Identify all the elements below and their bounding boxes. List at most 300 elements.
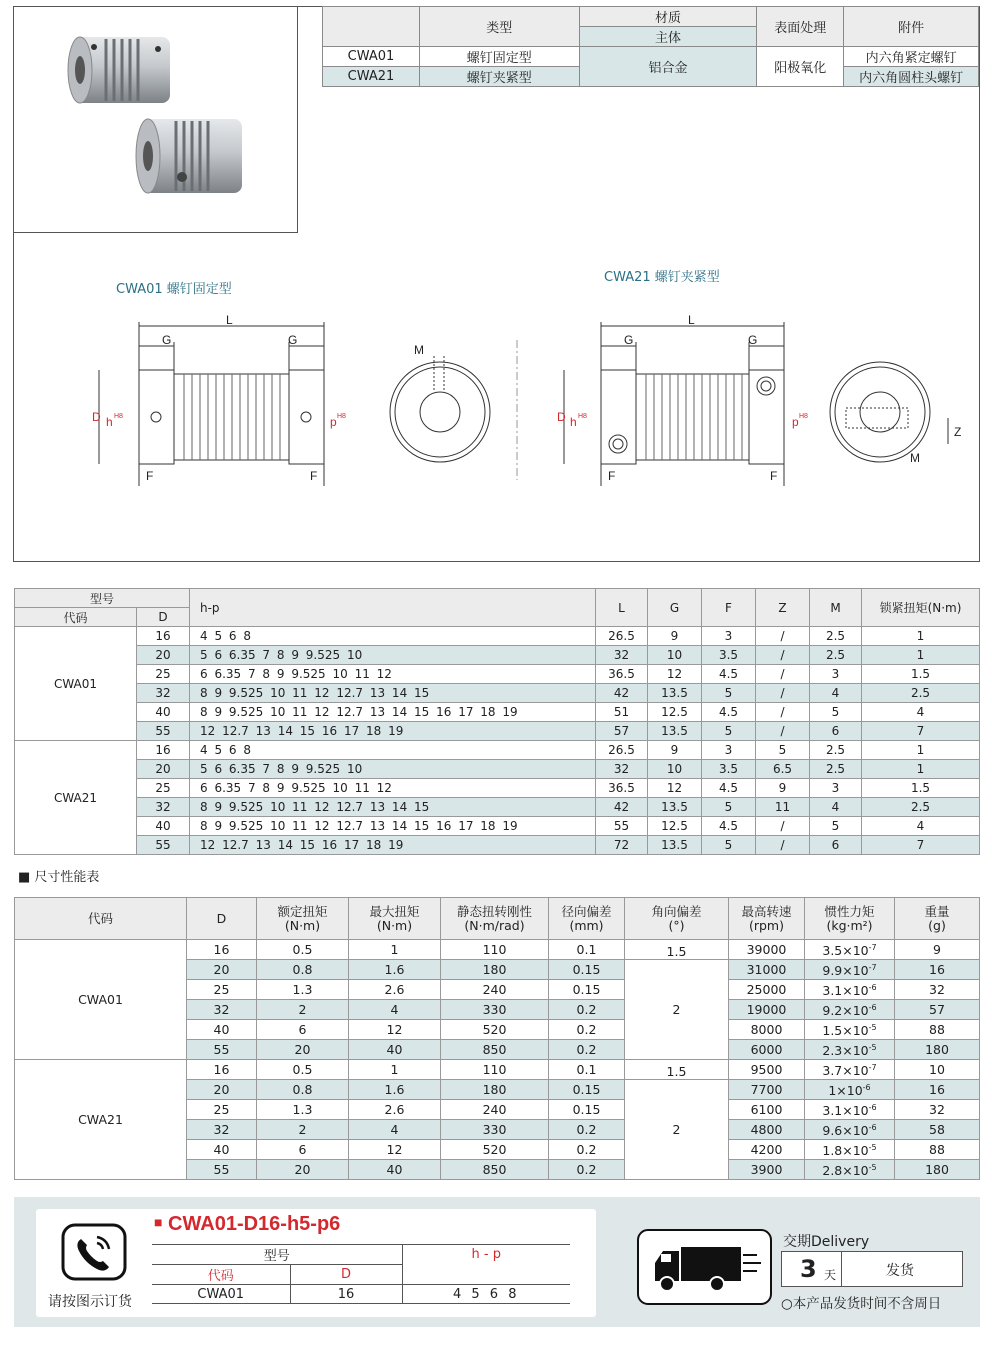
inertia-mantissa: 2.3×10 [822, 1043, 869, 1059]
dim-cell-d: 25 [137, 665, 190, 684]
perf-cell-inertia [805, 1040, 895, 1060]
dim-cell-d: 40 [137, 703, 190, 722]
table-row [15, 703, 980, 722]
spec-accessory: 内六角圆柱头螺钉 [844, 67, 979, 87]
dim-cell-d: 40 [137, 817, 190, 836]
perf-cell-inertia [805, 1120, 895, 1140]
dim-cell-t: 1.5 [862, 779, 980, 798]
dim-cell-L: 42 [596, 798, 648, 817]
inertia-exponent: -6 [862, 1082, 871, 1092]
perf-cell-radial: 0.15 [549, 1100, 625, 1120]
delivery-ship: 发货 [886, 1263, 914, 1279]
perf-cell-stiff: 850 [441, 1040, 549, 1060]
delivery-note: ○本产品发货时间不含周日 [781, 1296, 942, 1312]
dim-cell-G: 13.5 [648, 684, 702, 703]
dim-cell-d: 16 [137, 627, 190, 646]
dim-cell-F: 5 [702, 798, 756, 817]
table-row [15, 1060, 980, 1080]
perf-cell-weight: 57 [895, 1000, 980, 1020]
perf-cell-speed: 7700 [729, 1080, 805, 1100]
perf-cell-inertia [805, 1140, 895, 1160]
dim-cell-L: 72 [596, 836, 648, 855]
dim-cell-G: 13.5 [648, 722, 702, 741]
perf-cell-rated: 0.5 [257, 1060, 349, 1080]
spec-header-accessory: 附件 [844, 7, 979, 47]
dim-cell-M: 2.5 [810, 741, 862, 760]
dim-cell-F: 3 [702, 741, 756, 760]
perf-cell-radial: 0.15 [549, 960, 625, 980]
perf-cell-weight: 16 [895, 1080, 980, 1100]
perf-cell-rated: 6 [257, 1140, 349, 1160]
cwa01-end-view [390, 356, 490, 462]
dim-cell-F: 5 [702, 684, 756, 703]
perf-cell-max: 1 [349, 1060, 441, 1080]
order-card [36, 1209, 596, 1317]
perf-cell-max: 4 [349, 1000, 441, 1020]
dim-label-p: p [330, 415, 337, 429]
perf-angular: 1.5 [625, 940, 729, 960]
dim-cell-G: 12.5 [648, 703, 702, 722]
perf-cell-stiff: 240 [441, 1100, 549, 1120]
perf-cell-radial: 0.2 [549, 1160, 625, 1180]
perf-header-weight: 重量 (g) [895, 898, 980, 940]
dim-label-p-sub: H8 [799, 413, 808, 420]
perf-cell-rated: 6 [257, 1020, 349, 1040]
dim-label-D: D [557, 410, 566, 424]
dim-cell-Z: / [756, 836, 810, 855]
dim-group-code: CWA21 [15, 741, 137, 855]
table-row [15, 627, 980, 646]
dim-cell-F: 5 [702, 836, 756, 855]
spec-accessory: 内六角紧定螺钉 [844, 47, 979, 67]
delivery-days: 3 [800, 1255, 817, 1283]
perf-cell-radial: 0.2 [549, 1040, 625, 1060]
dim-cell-M: 6 [810, 836, 862, 855]
perf-cell-max: 40 [349, 1160, 441, 1180]
perf-cell-max: 1.6 [349, 1080, 441, 1100]
dim-label-G: G [624, 333, 634, 347]
dim-label-G: G [748, 333, 758, 347]
perf-cell-d: 55 [187, 1040, 257, 1060]
dim-cell-L: 42 [596, 684, 648, 703]
perf-cell-stiff: 240 [441, 980, 549, 1000]
dim-cell-Z: / [756, 722, 810, 741]
inertia-exponent: -5 [868, 1042, 877, 1052]
dim-header-G: G [648, 589, 702, 627]
dim-label-L: L [226, 313, 233, 327]
perf-cell-inertia [805, 980, 895, 1000]
inertia-exponent: -6 [868, 1122, 877, 1132]
table-row [15, 741, 980, 760]
order-model-label: 型号 [152, 1245, 402, 1265]
dim-cell-F: 4.5 [702, 703, 756, 722]
inertia-mantissa: 2.8×10 [822, 1163, 869, 1179]
perf-angular: 2 [625, 960, 729, 1060]
table-row [15, 836, 980, 855]
phone-caption: 请按图示订货 [48, 1294, 132, 1310]
perf-cell-inertia [805, 1100, 895, 1120]
dim-cell-Z: / [756, 684, 810, 703]
dim-label-h: h [106, 415, 113, 429]
perf-cell-speed: 6000 [729, 1040, 805, 1060]
perf-cell-stiff: 330 [441, 1000, 549, 1020]
dim-cell-G: 12 [648, 665, 702, 684]
perf-angular: 1.5 [625, 1060, 729, 1080]
inertia-exponent: -7 [868, 942, 877, 952]
perf-cell-radial: 0.1 [549, 940, 625, 960]
spec-header-material: 材质 [579, 7, 757, 27]
dim-cell-hp: 4 5 6 8 [190, 741, 596, 760]
inertia-exponent: -5 [868, 1162, 877, 1172]
perf-cell-weight: 16 [895, 960, 980, 980]
dim-cell-Z: / [756, 665, 810, 684]
perf-cell-rated: 0.8 [257, 960, 349, 980]
dim-label-F: F [146, 469, 154, 483]
dim-cell-M: 3 [810, 779, 862, 798]
dim-cell-Z: 5 [756, 741, 810, 760]
dim-cell-G: 13.5 [648, 798, 702, 817]
inertia-mantissa: 3.7×10 [822, 1063, 869, 1079]
perf-header-rated: 额定扭矩 (N·m) [257, 898, 349, 940]
perf-cell-speed: 9500 [729, 1060, 805, 1080]
perf-cell-stiff: 180 [441, 1080, 549, 1100]
dim-group-code: CWA01 [15, 627, 137, 741]
dim-cell-F: 5 [702, 722, 756, 741]
dim-label-G: G [288, 333, 298, 347]
dim-cell-M: 5 [810, 817, 862, 836]
table-row [15, 665, 980, 684]
perf-cell-speed: 19000 [729, 1000, 805, 1020]
dim-cell-d: 32 [137, 798, 190, 817]
spec-surface: 阳极氧化 [757, 47, 844, 87]
perf-header-max: 最大扭矩 (N·m) [349, 898, 441, 940]
inertia-mantissa: 1×10 [828, 1083, 863, 1099]
dim-header-code: 代码 [15, 608, 137, 627]
dim-cell-F: 3 [702, 627, 756, 646]
perf-cell-weight: 58 [895, 1120, 980, 1140]
coupling-photo-1 [68, 37, 170, 103]
spec-header-material-sub: 主体 [579, 27, 757, 47]
perf-cell-d: 32 [187, 1000, 257, 1020]
perf-cell-speed: 4200 [729, 1140, 805, 1160]
order-table [152, 1244, 570, 1304]
perf-cell-rated: 2 [257, 1120, 349, 1140]
dim-cell-M: 4 [810, 684, 862, 703]
perf-cell-stiff: 110 [441, 1060, 549, 1080]
perf-cell-d: 25 [187, 980, 257, 1000]
dim-cell-d: 20 [137, 760, 190, 779]
dim-label-F: F [770, 469, 778, 483]
perf-cell-max: 2.6 [349, 1100, 441, 1120]
dim-cell-t: 4 [862, 817, 980, 836]
perf-cell-rated: 0.5 [257, 940, 349, 960]
perf-cell-weight: 88 [895, 1140, 980, 1160]
dim-cell-M: 3 [810, 665, 862, 684]
dim-cell-hp: 5 6 6.35 7 8 9 9.525 10 [190, 646, 596, 665]
dim-header-hp: h-p [190, 589, 596, 627]
order-d-label: D [290, 1265, 402, 1285]
dim-cell-t: 7 [862, 722, 980, 741]
perf-cell-max: 4 [349, 1120, 441, 1140]
perf-group-code: CWA01 [15, 940, 187, 1060]
dim-cell-M: 6 [810, 722, 862, 741]
inertia-mantissa: 3.1×10 [822, 983, 869, 999]
dim-cell-G: 12 [648, 779, 702, 798]
dim-cell-Z: / [756, 627, 810, 646]
dim-cell-M: 2.5 [810, 627, 862, 646]
perf-cell-max: 12 [349, 1020, 441, 1040]
perf-header-radial: 径向偏差 (mm) [549, 898, 625, 940]
dim-label-h-sub: H8 [114, 413, 123, 420]
perf-group-code: CWA21 [15, 1060, 187, 1180]
perf-cell-d: 16 [187, 940, 257, 960]
perf-header-code: 代码 [15, 898, 187, 940]
dim-cell-d: 25 [137, 779, 190, 798]
dim-cell-hp: 5 6 6.35 7 8 9 9.525 10 [190, 760, 596, 779]
perf-cell-weight: 180 [895, 1040, 980, 1060]
dim-cell-hp: 8 9 9.525 10 11 12 12.7 13 14 15 [190, 798, 596, 817]
dim-cell-t: 1 [862, 760, 980, 779]
dim-cell-hp: 8 9 9.525 10 11 12 12.7 13 14 15 16 17 18 19 [190, 703, 596, 722]
dim-label-h: h [570, 415, 577, 429]
dim-header-torque: 锁紧扭矩(N·m) [862, 589, 980, 627]
perf-cell-radial: 0.1 [549, 1060, 625, 1080]
dim-cell-hp: 4 5 6 8 [190, 627, 596, 646]
dim-header-L: L [596, 589, 648, 627]
perf-cell-stiff: 520 [441, 1140, 549, 1160]
perf-cell-weight: 9 [895, 940, 980, 960]
dim-header-Z: Z [756, 589, 810, 627]
inertia-exponent: -6 [868, 1002, 877, 1012]
perf-cell-d: 25 [187, 1100, 257, 1120]
dim-label-F: F [310, 469, 318, 483]
perf-cell-max: 2.6 [349, 980, 441, 1000]
order-code-value: CWA01 [152, 1285, 290, 1304]
dim-cell-G: 9 [648, 627, 702, 646]
perf-cell-rated: 20 [257, 1040, 349, 1060]
dim-cell-F: 3.5 [702, 760, 756, 779]
perf-cell-weight: 10 [895, 1060, 980, 1080]
perf-title: ■ 尺寸性能表 [18, 870, 100, 885]
dim-cell-t: 1 [862, 741, 980, 760]
perf-cell-radial: 0.15 [549, 980, 625, 1000]
order-hp-label: h - p [402, 1245, 570, 1285]
perf-cell-weight: 180 [895, 1160, 980, 1180]
inertia-mantissa: 9.2×10 [822, 1003, 869, 1019]
dim-cell-Z: / [756, 703, 810, 722]
perf-cell-speed: 31000 [729, 960, 805, 980]
perf-cell-stiff: 110 [441, 940, 549, 960]
dim-cell-d: 55 [137, 722, 190, 741]
dim-cell-G: 10 [648, 760, 702, 779]
truck-icon [637, 1229, 772, 1305]
dim-cell-Z: 11 [756, 798, 810, 817]
perf-cell-inertia [805, 940, 895, 960]
dim-cell-d: 16 [137, 741, 190, 760]
perf-cell-radial: 0.15 [549, 1080, 625, 1100]
perf-cell-stiff: 180 [441, 960, 549, 980]
inertia-exponent: -6 [868, 982, 877, 992]
dimension-table [14, 588, 980, 855]
perf-cell-max: 40 [349, 1040, 441, 1060]
perf-header-d: D [187, 898, 257, 940]
dim-cell-hp: 12 12.7 13 14 15 16 17 18 19 [190, 722, 596, 741]
inertia-exponent: -7 [868, 1062, 877, 1072]
order-d-value: 16 [290, 1285, 402, 1304]
performance-table [14, 897, 980, 1180]
perf-cell-weight: 32 [895, 980, 980, 1000]
dim-cell-L: 26.5 [596, 627, 648, 646]
dim-cell-L: 57 [596, 722, 648, 741]
dim-cell-F: 3.5 [702, 646, 756, 665]
dim-cell-t: 1.5 [862, 665, 980, 684]
dim-cell-L: 32 [596, 760, 648, 779]
dim-cell-d: 20 [137, 646, 190, 665]
perf-cell-stiff: 520 [441, 1020, 549, 1040]
inertia-mantissa: 9.6×10 [822, 1123, 869, 1139]
dim-cell-t: 4 [862, 703, 980, 722]
spec-code: CWA01 [323, 47, 420, 67]
dim-label-p: p [792, 415, 799, 429]
dim-cell-F: 4.5 [702, 817, 756, 836]
perf-cell-radial: 0.2 [549, 1000, 625, 1020]
perf-cell-weight: 32 [895, 1100, 980, 1120]
delivery-days-cell [782, 1252, 842, 1286]
perf-cell-speed: 3900 [729, 1160, 805, 1180]
dim-cell-G: 13.5 [648, 836, 702, 855]
spec-header-surface: 表面处理 [757, 7, 844, 47]
dim-label-Z: Z [954, 425, 962, 439]
spec-table [322, 6, 979, 87]
dim-cell-F: 4.5 [702, 779, 756, 798]
perf-cell-speed: 8000 [729, 1020, 805, 1040]
dim-label-L: L [688, 313, 695, 327]
perf-cell-rated: 20 [257, 1160, 349, 1180]
perf-angular: 2 [625, 1080, 729, 1180]
dim-cell-M: 4 [810, 798, 862, 817]
inertia-exponent: -5 [868, 1142, 877, 1152]
dim-cell-L: 26.5 [596, 741, 648, 760]
perf-cell-d: 20 [187, 1080, 257, 1100]
perf-cell-d: 20 [187, 960, 257, 980]
dim-cell-L: 36.5 [596, 665, 648, 684]
inertia-exponent: -6 [868, 1102, 877, 1112]
dim-cell-t: 1 [862, 646, 980, 665]
dim-cell-F: 4.5 [702, 665, 756, 684]
perf-cell-d: 40 [187, 1020, 257, 1040]
cwa21-end-view [830, 362, 948, 462]
dim-cell-hp: 8 9 9.525 10 11 12 12.7 13 14 15 [190, 684, 596, 703]
dim-cell-hp: 8 9 9.525 10 11 12 12.7 13 14 15 16 17 18 19 [190, 817, 596, 836]
perf-cell-speed: 25000 [729, 980, 805, 1000]
inertia-exponent: -5 [868, 1022, 877, 1032]
perf-cell-max: 1 [349, 940, 441, 960]
coupling-photo-2 [136, 119, 242, 193]
dim-cell-G: 9 [648, 741, 702, 760]
dim-cell-G: 10 [648, 646, 702, 665]
perf-cell-inertia [805, 1160, 895, 1180]
perf-cell-stiff: 330 [441, 1120, 549, 1140]
delivery-card [612, 1209, 967, 1317]
dim-cell-t: 2.5 [862, 798, 980, 817]
inertia-mantissa: 1.5×10 [822, 1023, 869, 1039]
perf-cell-d: 16 [187, 1060, 257, 1080]
perf-cell-d: 32 [187, 1120, 257, 1140]
spec-header-type: 类型 [419, 7, 579, 47]
dim-cell-M: 2.5 [810, 646, 862, 665]
dim-cell-d: 32 [137, 684, 190, 703]
perf-cell-max: 1.6 [349, 960, 441, 980]
cwa01-caption: CWA01 螺钉固定型 [116, 282, 232, 297]
perf-cell-d: 40 [187, 1140, 257, 1160]
perf-cell-speed: 39000 [729, 940, 805, 960]
table-row [15, 779, 980, 798]
delivery-title: 交期Delivery [783, 1234, 870, 1250]
delivery-box [781, 1251, 963, 1287]
perf-cell-radial: 0.2 [549, 1140, 625, 1160]
dim-label-h-sub: H8 [578, 413, 587, 420]
perf-cell-inertia [805, 1000, 895, 1020]
dim-cell-L: 55 [596, 817, 648, 836]
dim-header-model: 型号 [15, 589, 190, 608]
perf-cell-rated: 1.3 [257, 1100, 349, 1120]
dim-cell-t: 1 [862, 627, 980, 646]
dim-header-M: M [810, 589, 862, 627]
cwa21-caption: CWA21 螺钉夹紧型 [604, 270, 720, 285]
table-row [15, 760, 980, 779]
dim-cell-L: 51 [596, 703, 648, 722]
perf-header-inertia: 惯性力矩 (kg·m²) [805, 898, 895, 940]
dim-cell-t: 7 [862, 836, 980, 855]
spec-type: 螺钉夹紧型 [419, 67, 579, 87]
inertia-mantissa: 9.9×10 [822, 963, 869, 979]
perf-cell-rated: 1.3 [257, 980, 349, 1000]
dim-cell-hp: 12 12.7 13 14 15 16 17 18 19 [190, 836, 596, 855]
dim-cell-M: 5 [810, 703, 862, 722]
dim-cell-L: 32 [596, 646, 648, 665]
dim-label-F: F [608, 469, 616, 483]
inertia-mantissa: 3.5×10 [822, 943, 869, 959]
table-row [15, 940, 980, 960]
spec-type: 螺钉固定型 [419, 47, 579, 67]
perf-header-speed: 最高转速 (rpm) [729, 898, 805, 940]
dim-header-F: F [702, 589, 756, 627]
perf-cell-speed: 6100 [729, 1100, 805, 1120]
dim-cell-Z: / [756, 646, 810, 665]
perf-cell-rated: 0.8 [257, 1080, 349, 1100]
perf-cell-radial: 0.2 [549, 1020, 625, 1040]
perf-cell-radial: 0.2 [549, 1120, 625, 1140]
dim-cell-G: 12.5 [648, 817, 702, 836]
technical-drawing [14, 300, 980, 520]
dim-cell-hp: 6 6.35 7 8 9 9.525 10 11 12 [190, 779, 596, 798]
perf-cell-d: 55 [187, 1160, 257, 1180]
perf-cell-max: 12 [349, 1140, 441, 1160]
spec-code: CWA21 [323, 67, 420, 87]
perf-cell-stiff: 850 [441, 1160, 549, 1180]
dim-label-p-sub: H8 [337, 413, 346, 420]
perf-header-angular: 角向偏差 (°) [625, 898, 729, 940]
perf-cell-inertia [805, 1020, 895, 1040]
order-example-heading: ■ CWA01-D16-h5-p6 [154, 1213, 341, 1235]
dim-cell-M: 2.5 [810, 760, 862, 779]
dim-label-G: G [162, 333, 172, 347]
table-row [15, 817, 980, 836]
dim-cell-Z: 6.5 [756, 760, 810, 779]
inertia-mantissa: 3.1×10 [822, 1103, 869, 1119]
perf-header-stiffness: 静态扭转刚性 (N·m/rad) [441, 898, 549, 940]
perf-cell-inertia [805, 1080, 895, 1100]
